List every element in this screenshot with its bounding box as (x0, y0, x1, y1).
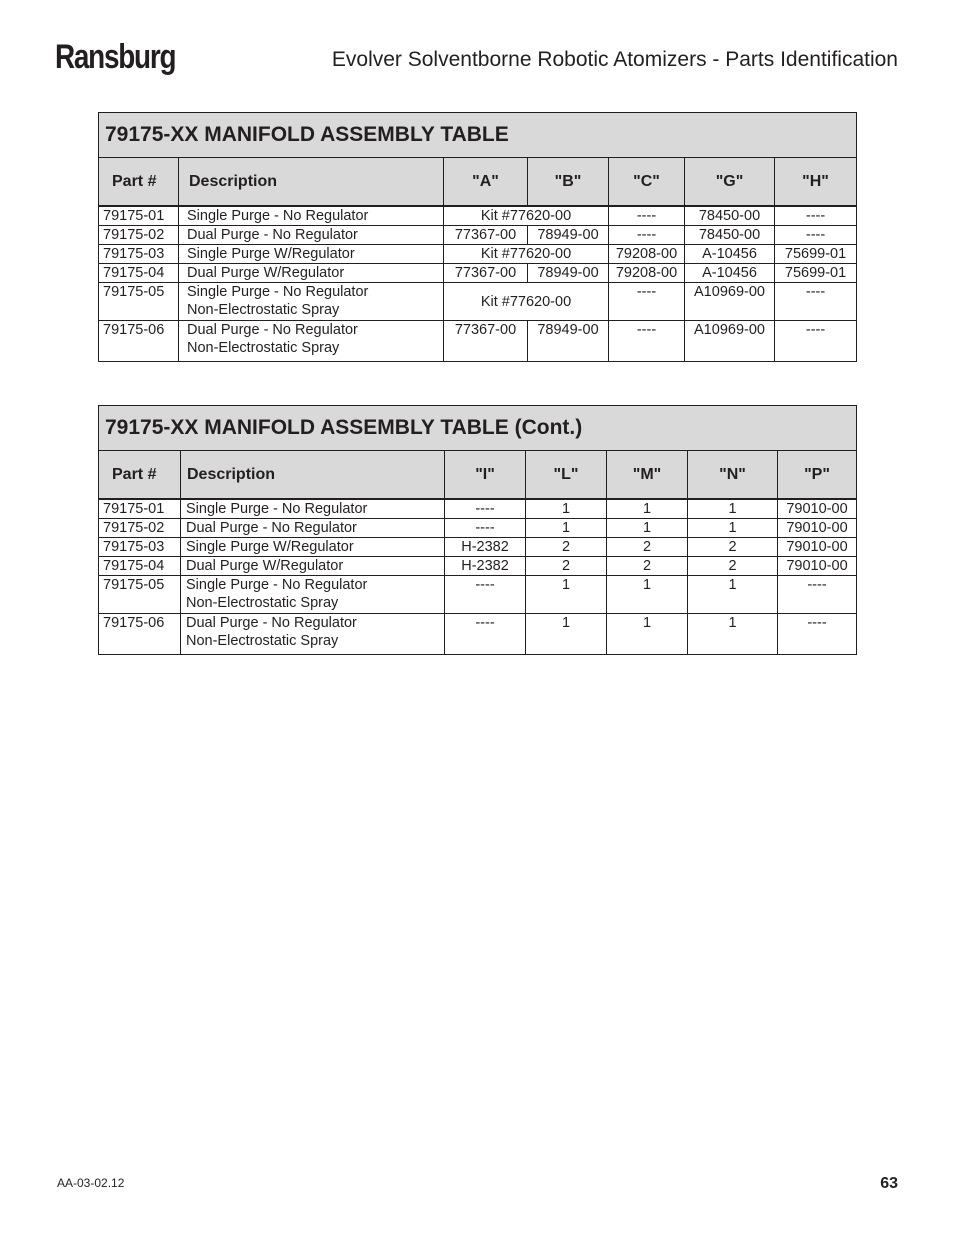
kit-cell: Kit #77620-00 (444, 245, 609, 264)
cell-p: ---- (778, 576, 857, 614)
cell-g: A-10456 (685, 264, 775, 283)
table-row (99, 538, 857, 557)
part-number: 79175-06 (99, 614, 181, 655)
part-number: 79175-01 (99, 499, 181, 519)
cell-p: 79010-00 (778, 499, 857, 519)
cell-n: 1 (688, 499, 778, 519)
cell-m: 1 (607, 614, 688, 655)
cell-i: ---- (445, 499, 526, 519)
manifold-assembly-table (98, 112, 857, 362)
cell-b: 78949-00 (528, 321, 609, 362)
column-header-g: "G" (685, 158, 775, 207)
table-row (99, 226, 857, 245)
cell-c: ---- (609, 321, 685, 362)
cell-m: 1 (607, 519, 688, 538)
column-header-description: Description (181, 451, 445, 500)
cell-l: 1 (526, 614, 607, 655)
cell-m: 2 (607, 557, 688, 576)
column-header-l: "L" (526, 451, 607, 500)
cell-i: H-2382 (445, 538, 526, 557)
cell-c: 79208-00 (609, 264, 685, 283)
column-header-p: "P" (778, 451, 857, 500)
column-header-description: Description (179, 158, 444, 207)
description-line-2: Non-Electrostatic Spray (186, 633, 339, 649)
cell-n: 1 (688, 519, 778, 538)
description: Dual Purge - No Regulator (181, 519, 445, 538)
table-row (99, 557, 857, 576)
brand-logo: Ransburg (55, 38, 176, 76)
description-line-1: Dual Purge - No Regulator (186, 615, 357, 631)
description: Single Purge - No Regulator (179, 206, 444, 226)
cell-m: 2 (607, 538, 688, 557)
cell-c: ---- (609, 283, 685, 321)
part-number: 79175-02 (99, 519, 181, 538)
column-header-part: Part # (99, 451, 181, 500)
part-number: 79175-03 (99, 245, 179, 264)
table-row (99, 576, 857, 614)
cell-h: 75699-01 (775, 264, 857, 283)
cell-i: H-2382 (445, 557, 526, 576)
cell-n: 2 (688, 557, 778, 576)
cell-b: 78949-00 (528, 226, 609, 245)
cell-p: 79010-00 (778, 538, 857, 557)
cell-a: 77367-00 (444, 264, 528, 283)
table-row (99, 283, 857, 321)
cell-c: ---- (609, 206, 685, 226)
cell-c: ---- (609, 226, 685, 245)
cell-h: 75699-01 (775, 245, 857, 264)
cell-i: ---- (445, 576, 526, 614)
kit-cell: Kit #77620-00 (444, 206, 609, 226)
part-number: 79175-06 (99, 321, 179, 362)
cell-g: 78450-00 (685, 206, 775, 226)
cell-i: ---- (445, 519, 526, 538)
cell-l: 2 (526, 538, 607, 557)
part-number: 79175-02 (99, 226, 179, 245)
cell-l: 2 (526, 557, 607, 576)
column-header-h: "H" (775, 158, 857, 207)
description-line-2: Non-Electrostatic Spray (187, 302, 340, 318)
description (179, 321, 444, 362)
part-number: 79175-04 (99, 264, 179, 283)
description-line-2: Non-Electrostatic Spray (187, 340, 340, 356)
cell-c: 79208-00 (609, 245, 685, 264)
column-header-part: Part # (99, 158, 179, 207)
column-header-m: "M" (607, 451, 688, 500)
column-header-a: "A" (444, 158, 528, 207)
part-number: 79175-01 (99, 206, 179, 226)
description: Single Purge W/Regulator (179, 245, 444, 264)
table-row (99, 206, 857, 226)
description (181, 576, 445, 614)
cell-g: 78450-00 (685, 226, 775, 245)
page-number: 63 (880, 1175, 898, 1192)
cell-g: A10969-00 (685, 321, 775, 362)
column-header-i: "I" (445, 451, 526, 500)
description-line-2: Non-Electrostatic Spray (186, 595, 339, 611)
description (181, 614, 445, 655)
cell-l: 1 (526, 576, 607, 614)
part-number: 79175-05 (99, 283, 179, 321)
description: Single Purge W/Regulator (181, 538, 445, 557)
cell-a: 77367-00 (444, 226, 528, 245)
cell-n: 1 (688, 614, 778, 655)
cell-p: 79010-00 (778, 557, 857, 576)
part-number: 79175-04 (99, 557, 181, 576)
cell-p: 79010-00 (778, 519, 857, 538)
table-row (99, 614, 857, 655)
description (179, 283, 444, 321)
cell-h: ---- (775, 283, 857, 321)
cell-m: 1 (607, 499, 688, 519)
cell-p: ---- (778, 614, 857, 655)
document-title: Evolver Solventborne Robotic Atomizers - Parts Identification (331, 48, 898, 71)
cell-m: 1 (607, 576, 688, 614)
table-row (99, 499, 857, 519)
description-line-1: Single Purge - No Regulator (186, 577, 368, 593)
table-row (99, 519, 857, 538)
cell-h: ---- (775, 321, 857, 362)
cell-n: 2 (688, 538, 778, 557)
table-row (99, 321, 857, 362)
cell-g: A-10456 (685, 245, 775, 264)
kit-cell: Kit #77620-00 (444, 283, 609, 321)
cell-a: 77367-00 (444, 321, 528, 362)
table-title: 79175-XX MANIFOLD ASSEMBLY TABLE (Cont.) (99, 406, 857, 451)
part-number: 79175-05 (99, 576, 181, 614)
document-code: AA-03-02.12 (57, 1176, 125, 1190)
cell-h: ---- (775, 226, 857, 245)
column-header-n: "N" (688, 451, 778, 500)
description: Single Purge - No Regulator (181, 499, 445, 519)
cell-i: ---- (445, 614, 526, 655)
description-line-1: Single Purge - No Regulator (187, 284, 369, 300)
description: Dual Purge W/Regulator (181, 557, 445, 576)
cell-n: 1 (688, 576, 778, 614)
description: Dual Purge W/Regulator (179, 264, 444, 283)
table-row (99, 245, 857, 264)
column-header-c: "C" (609, 158, 685, 207)
table-title: 79175-XX MANIFOLD ASSEMBLY TABLE (99, 113, 857, 158)
manifold-assembly-table-cont (98, 405, 857, 655)
cell-l: 1 (526, 499, 607, 519)
cell-h: ---- (775, 206, 857, 226)
column-header-b: "B" (528, 158, 609, 207)
cell-l: 1 (526, 519, 607, 538)
description: Dual Purge - No Regulator (179, 226, 444, 245)
cell-g: A10969-00 (685, 283, 775, 321)
table-row (99, 264, 857, 283)
cell-b: 78949-00 (528, 264, 609, 283)
description-line-1: Dual Purge - No Regulator (187, 322, 358, 338)
part-number: 79175-03 (99, 538, 181, 557)
